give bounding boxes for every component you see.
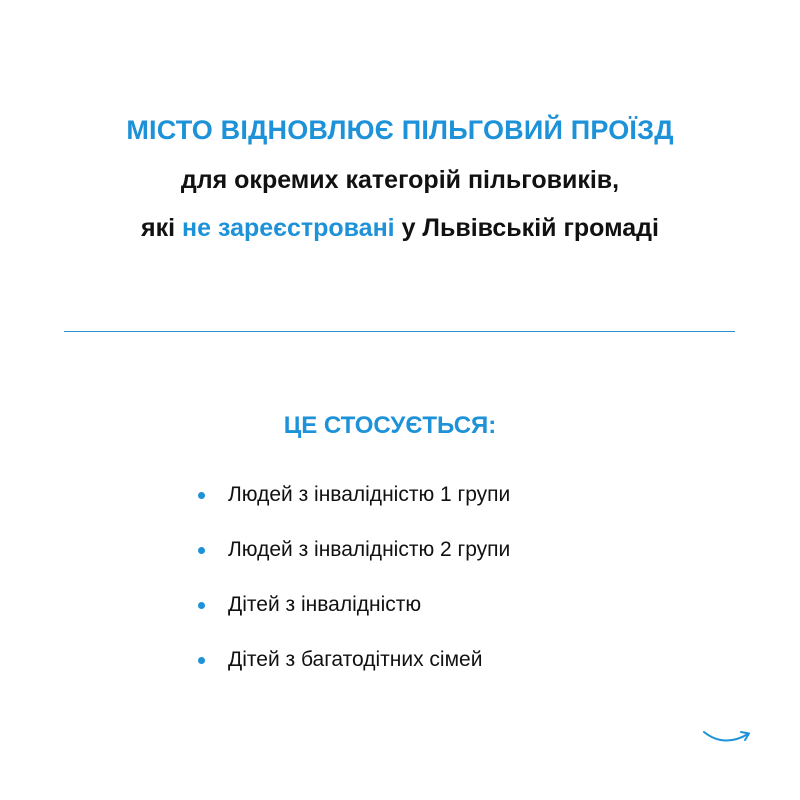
list-item	[198, 478, 510, 533]
list-item	[198, 588, 510, 643]
subheadline-suffix: у Львівській громаді	[394, 214, 659, 242]
subheadline-highlight: не зареєстровані	[182, 214, 395, 242]
list-item-label: Людей з інвалідністю 2 групи	[228, 538, 511, 561]
list-item	[198, 643, 510, 698]
subheadline-line-1: для окремих категорій пільговиків,	[180, 166, 620, 194]
bullet-icon	[198, 492, 205, 499]
eligibility-list	[198, 478, 510, 698]
divider	[64, 331, 735, 332]
bullet-icon	[198, 547, 205, 554]
headline: МІСТО ВІДНОВЛЮЄ ПІЛЬГОВИЙ ПРОЇЗД	[126, 115, 674, 145]
list-item-label: Дітей з багатодітних сімей	[228, 648, 483, 671]
curved-arrow-right-icon[interactable]	[700, 722, 756, 748]
bullet-icon	[198, 657, 205, 664]
subheadline-line-2	[0, 210, 800, 246]
bullet-icon	[198, 602, 205, 609]
subheadline-prefix: які	[141, 214, 183, 242]
list-item	[198, 533, 510, 588]
section-title: ЦЕ СТОСУЄТЬСЯ:	[283, 412, 497, 439]
list-item-label: Людей з інвалідністю 1 групи	[228, 483, 511, 506]
list-item-label: Дітей з інвалідністю	[228, 593, 422, 616]
